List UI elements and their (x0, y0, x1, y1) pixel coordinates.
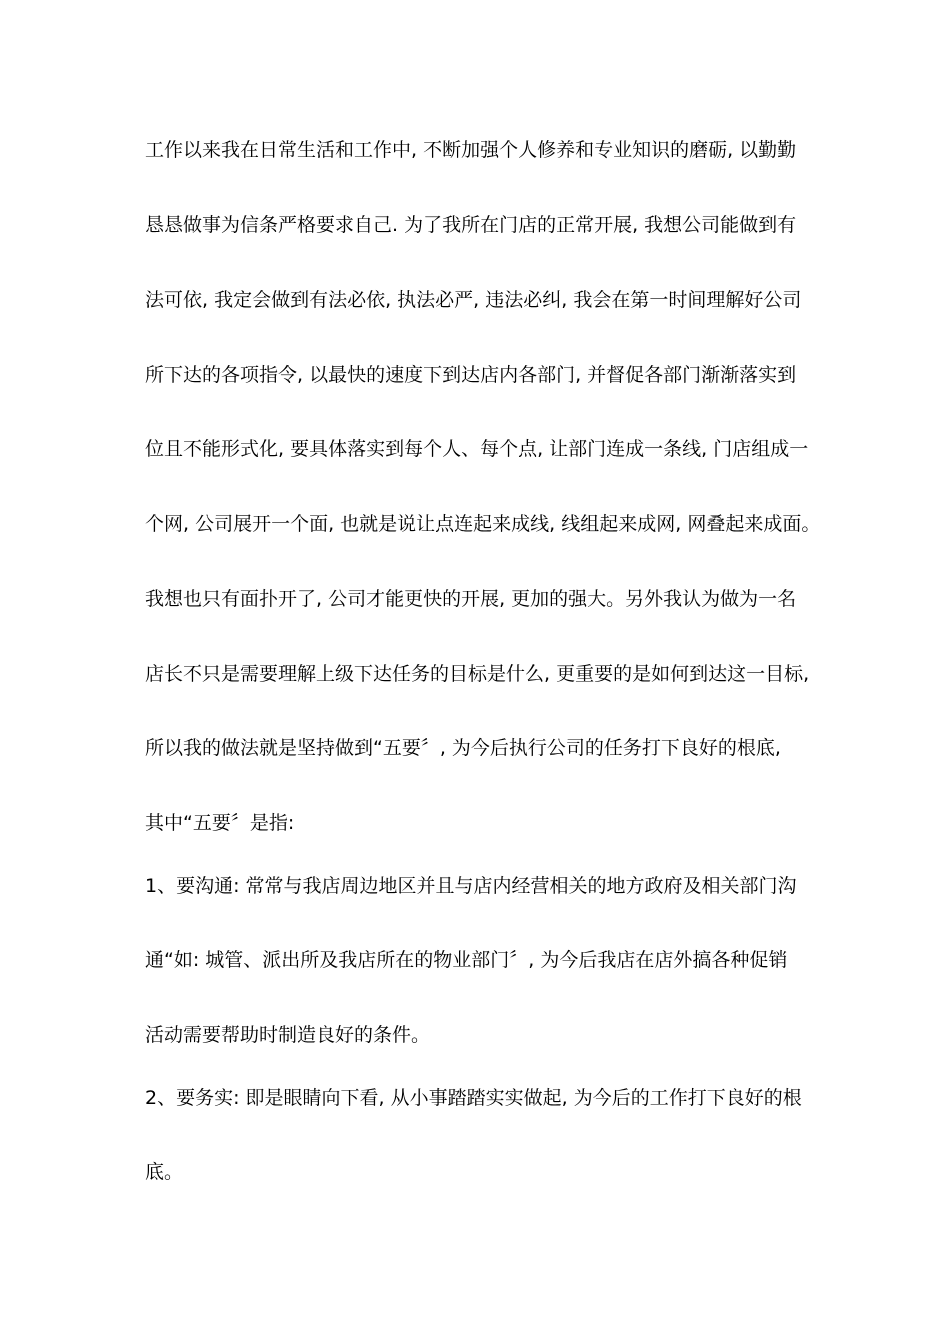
paragraph-line: 我想也只有面扑开了, 公司才能更快的开展, 更加的强大。另外我认为做为一名 (145, 588, 797, 610)
paragraph-line: 恳恳做事为信条严格要求自己. 为了我所在门店的正常开展, 我想公司能做到有 (145, 214, 797, 236)
list-item-line: 活动需要帮助时制造良好的条件。 (145, 1024, 431, 1046)
paragraph-line: 个网, 公司展开一个面, 也就是说让点连起来成线, 线组起来成网, 网叠起来成面。 (145, 513, 821, 535)
list-item-line: 通“如: 城管、派出所及我店所在的物业部门〞, 为今后我店在店外搞各种促销 (145, 949, 788, 971)
paragraph-line: 店长不只是需要理解上级下达任务的目标是什么, 更重要的是如何到达这一目标, (145, 663, 810, 685)
list-item-line: 2、要务实: 即是眼睛向下看, 从小事踏踏实实做起, 为今后的工作打下良好的根 (145, 1087, 802, 1109)
paragraph-line: 所下达的各项指令, 以最快的速度下到达店内各部门, 并督促各部门渐渐落实到 (145, 364, 797, 386)
paragraph-line: 工作以来我在日常生活和工作中, 不断加强个人修养和专业知识的磨砺, 以勤勤 (145, 139, 797, 161)
list-item-line: 底。 (145, 1161, 184, 1183)
paragraph-line: 法可依, 我定会做到有法必依, 执法必严, 违法必纠, 我会在第一时间理解好公司 (145, 289, 802, 311)
paragraph-line: 所以我的做法就是坚持做到“五要〞, 为今后执行公司的任务打下良好的根底, (145, 737, 781, 759)
paragraph-line: 位且不能形式化, 要具体落实到每个人、每个点, 让部门连成一条线, 门店组成一 (145, 438, 809, 460)
list-item-line: 1、要沟通: 常常与我店周边地区并且与店内经营相关的地方政府及相关部门沟 (145, 875, 797, 897)
paragraph-line: 其中“五要〞是指: (145, 812, 295, 834)
